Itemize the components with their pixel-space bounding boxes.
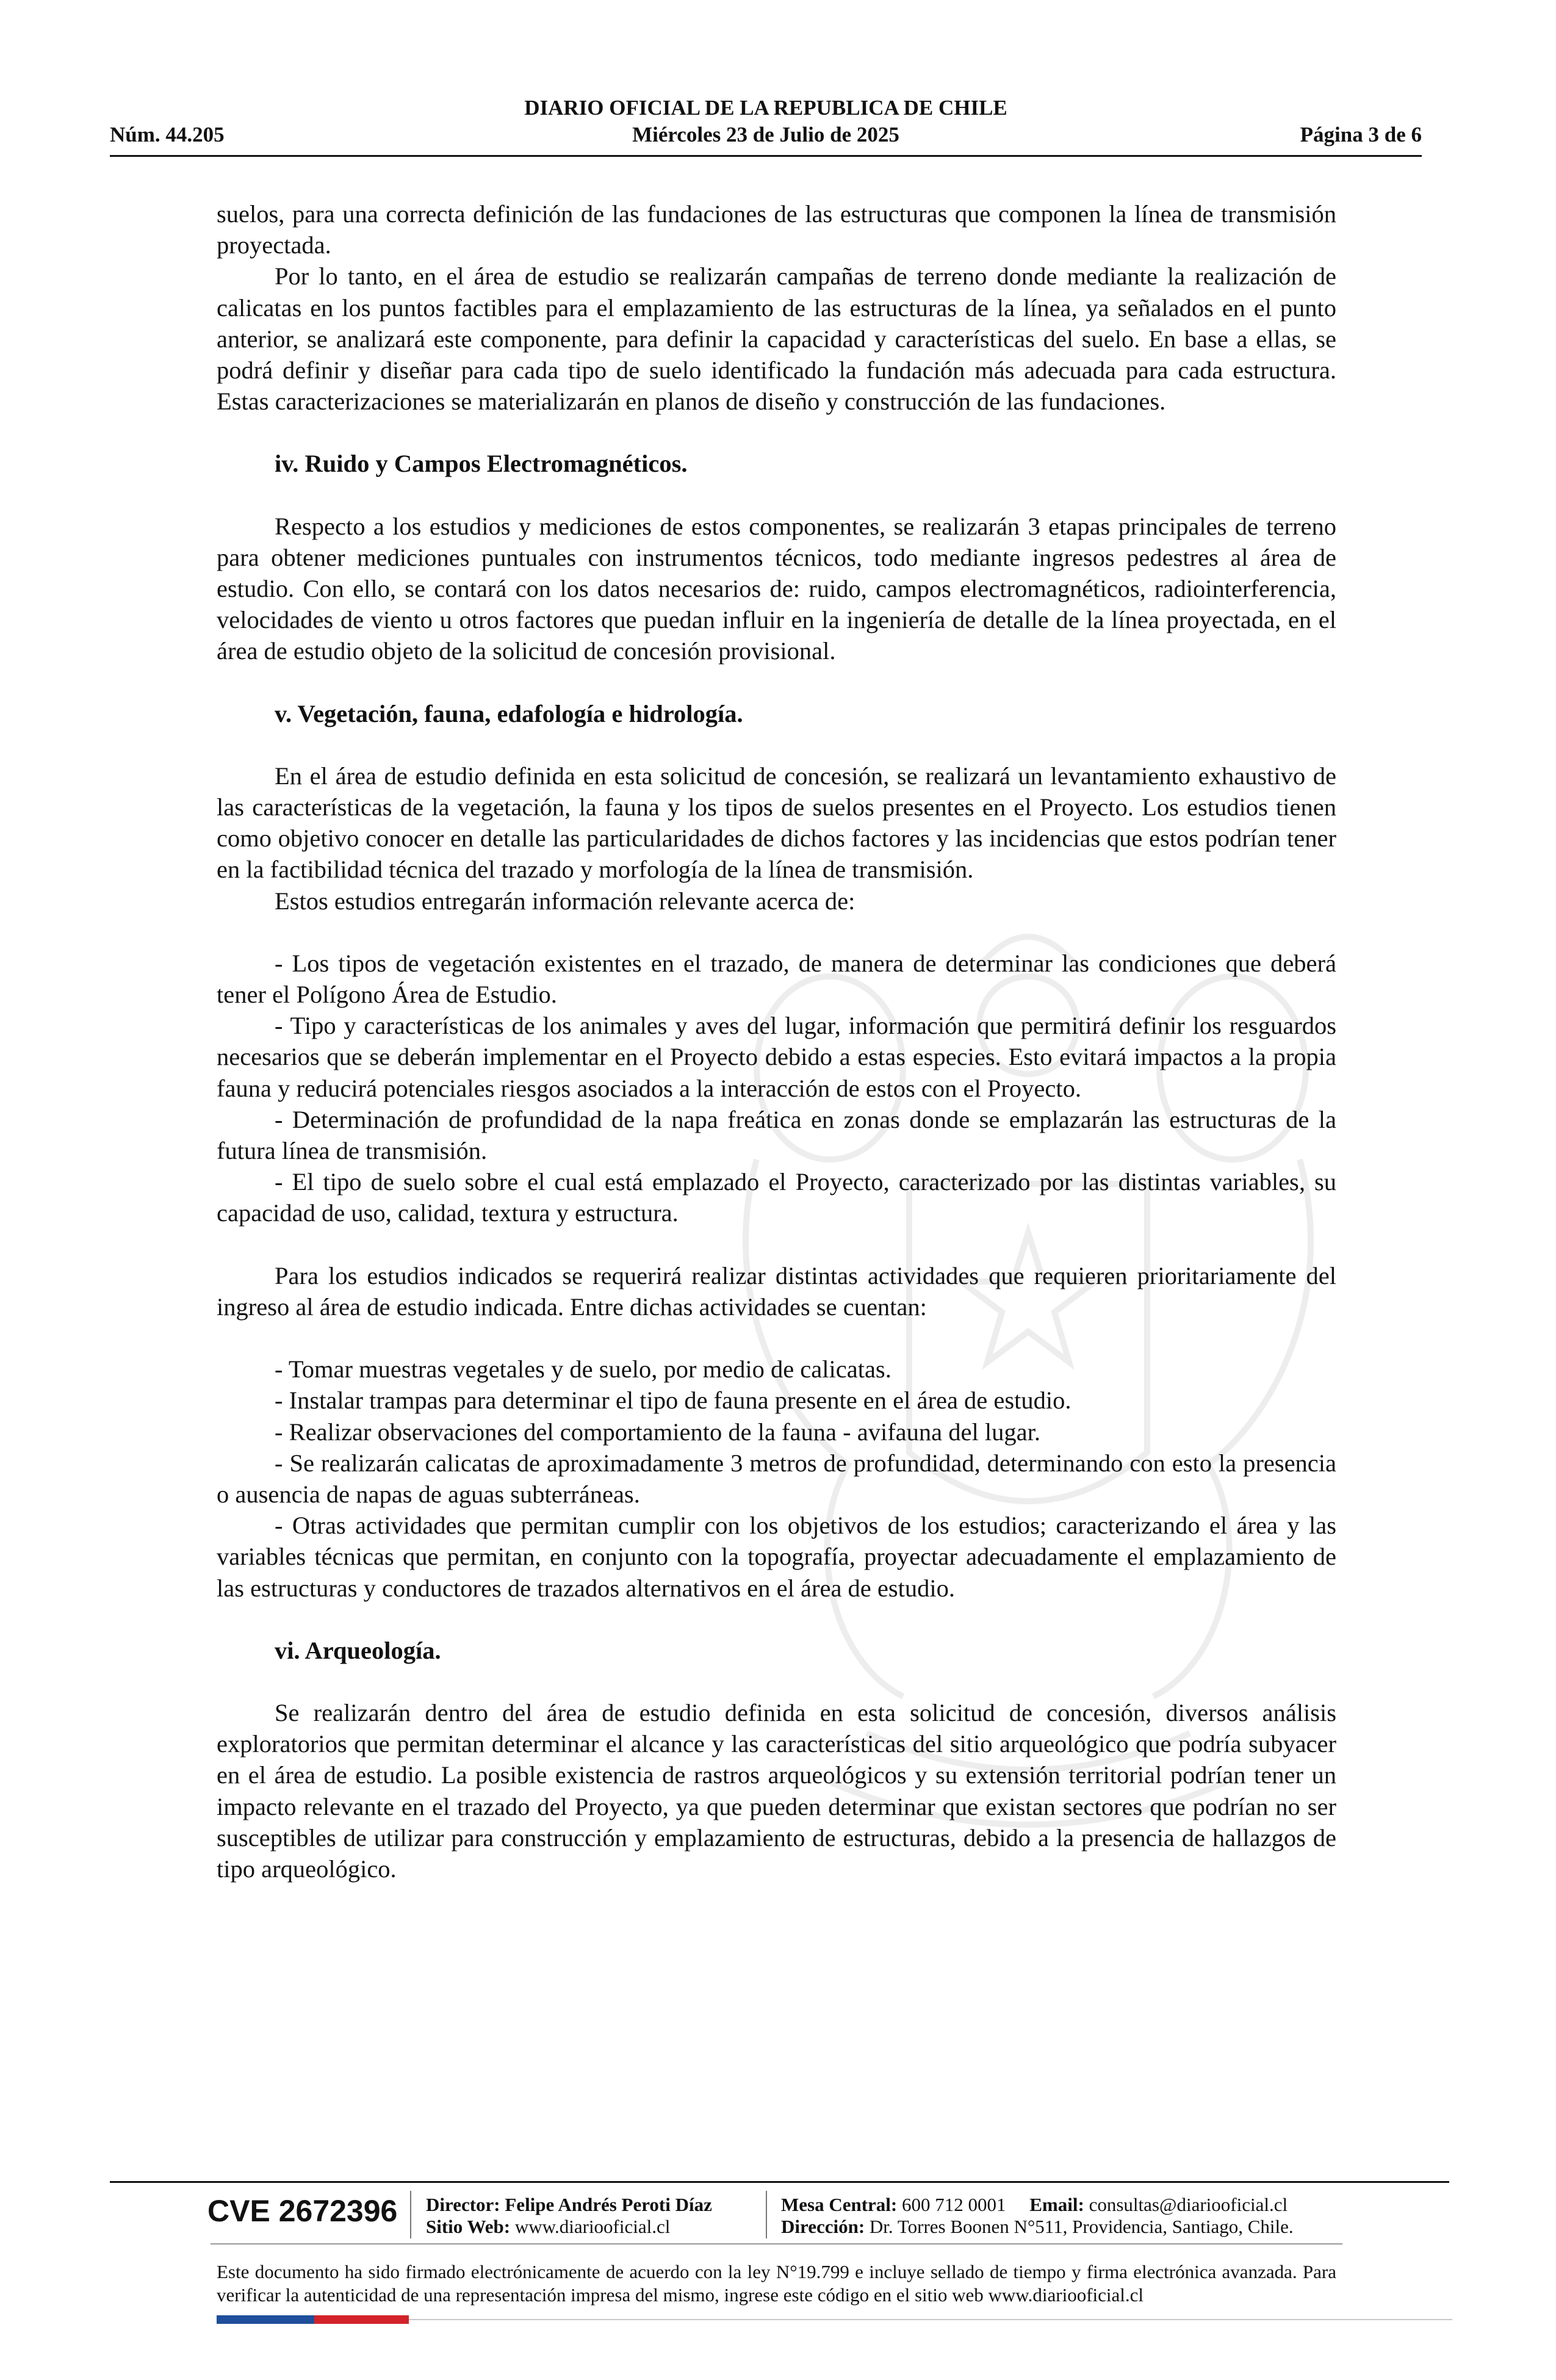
footer-separator xyxy=(766,2191,767,2238)
list-item: - Tipo y características de los animales y aves del lugar, información que permitirá definir los resguardos necesarios que se deberán implementar en el Proyecto debido a estas especies. Esto evitará impactos a la propia fauna y reducirá potenciales riesgos asociados a la interacción de estos con el Proyecto. xyxy=(217,1012,1336,1102)
document-body xyxy=(217,198,1336,1884)
contact-line xyxy=(781,2194,1288,2216)
list-item: - Se realizarán calicatas de aproximadamente 3 metros de profundidad, determinando con esto la presencia o ausencia de napas de aguas subterráneas. xyxy=(217,1449,1336,1508)
legal-notice: Este documento ha sido firmado electrónicamente de acuerdo con la ley N°19.799 e incluye sellado de tiempo y firma electrónica avanzada. Para verificar la autenticidad de una representación impresa del mismo, ingrese este código en el sitio web www.diariooficial.cl xyxy=(217,2261,1336,2306)
director-line xyxy=(426,2194,712,2216)
list-item: - Tomar muestras vegetales y de suelo, por medio de calicatas. xyxy=(275,1355,891,1383)
section-heading-v: v. Vegetación, fauna, edafología e hidrología. xyxy=(275,699,743,727)
page-number: Página 3 de 6 xyxy=(1300,123,1422,146)
email-label: Email: xyxy=(1029,2194,1084,2215)
issue-number: Núm. 44.205 xyxy=(110,123,225,146)
address-label: Dirección: xyxy=(781,2216,865,2237)
mesa-value: 600 712 0001 xyxy=(902,2194,1006,2215)
paragraph: Respecto a los estudios y mediciones de estos componentes, se realizarán 3 etapas principales de terreno para obtener mediciones puntuales con instrumentos técnicos, todo mediante ingresos pedestres al área de estudio. Con ello, se contará con los datos necesarios de: ruido, campos electromagnéticos, radiointerferencia, velocidades de viento u otros factores que puedan influir en la ingeniería de detalle de la línea proyectada, en el área de estudio objeto de la solicitud de concesión provisional. xyxy=(217,512,1336,665)
paragraph: Para los estudios indicados se requerirá realizar distintas actividades que requieren prioritariamente del ingreso al área de estudio indicada. Entre dichas actividades se cuentan: xyxy=(217,1261,1336,1321)
chile-flag-stripe xyxy=(217,2315,409,2324)
section-heading-vi: vi. Arqueología. xyxy=(275,1636,441,1664)
email-link[interactable]: consultas@diariooficial.cl xyxy=(1089,2194,1288,2215)
list-item: - Los tipos de vegetación existentes en el trazado, de manera de determinar las condiciones que deberá tener el Polígono Área de Estudio. xyxy=(217,949,1336,1009)
issue-date: Miércoles 23 de Julio de 2025 xyxy=(632,123,899,146)
paragraph: Estos estudios entregarán información relevante acerca de: xyxy=(275,887,855,915)
paragraph: En el área de estudio definida en esta solicitud de concesión, se realizará un levantamiento exhaustivo de las características de la vegetación, la fauna y los tipos de suelos presentes en el Proyecto. Los estudios tienen como objetivo conocer en detalle las particularidades de dichos factores y las incidencias que estos podrían tener en la factibilidad técnica del trazado y morfología de la línea de transmisión. xyxy=(217,762,1336,884)
list-item: - Instalar trampas para determinar el tipo de fauna presente en el área de estudio. xyxy=(275,1387,1072,1415)
list-item: - El tipo de suelo sobre el cual está emplazado el Proyecto, caracterizado por las distintas variables, su capacidad de uso, calidad, textura y estructura. xyxy=(217,1168,1336,1227)
footer-divider-secondary xyxy=(211,2243,1342,2245)
footer-divider xyxy=(110,2181,1449,2183)
director-value: Felipe Andrés Peroti Díaz xyxy=(505,2194,712,2215)
address-line xyxy=(781,2216,1294,2238)
paragraph: Por lo tanto, en el área de estudio se realizarán campañas de terreno donde mediante la realización de calicatas en los puntos factibles para el emplazamiento de las estructuras de la línea, ya señalados en el punto anterior, se analizará este componente, para definir la capacidad y características del suelo. En base a ellas, se podrá definir y diseñar para cada tipo de suelo identificado la fundación más adecuada para cada estructura. Estas caracterizaciones se materializarán en planos de diseño y construcción de las fundaciones. xyxy=(217,262,1336,416)
paragraph: Se realizarán dentro del área de estudio definida en esta solicitud de concesión, diversos análisis exploratorios que permitan determinar el alcance y las características del sitio arqueológico que podría subyacer en el área de estudio. La posible existencia de rastros arqueológicos y su extensión territorial podrían tener un impacto relevante en el trazado del Proyecto, ya que pueden determinar que existan sectores que podrían no ser susceptibles de utilizar para construcción y emplazamiento de estructuras, debido a la presencia de hallazgos de tipo arqueológico. xyxy=(217,1698,1336,1883)
publication-title: DIARIO OFICIAL DE LA REPUBLICA DE CHILE xyxy=(524,96,1007,120)
cve-code: CVE 2672396 xyxy=(207,2194,398,2228)
page-header xyxy=(110,95,1422,156)
list-item: - Otras actividades que permitan cumplir con los objetivos de los estudios; caracterizando el área y las variables técnicas que permitan, en conjunto con la topografía, proyectar adecuadamente el emplazamiento de las estructuras y conductores de trazados alternativos en el área de estudio. xyxy=(217,1512,1336,1602)
website-label: Sitio Web: xyxy=(426,2216,511,2237)
address-value: Dr. Torres Boonen N°511, Providencia, Santiago, Chile. xyxy=(869,2216,1294,2237)
footer-bottom-rule xyxy=(409,2319,1452,2320)
header-divider xyxy=(110,155,1422,157)
footer-separator xyxy=(410,2191,411,2238)
section-heading-iv: iv. Ruido y Campos Electromagnéticos. xyxy=(275,450,688,478)
paragraph: suelos, para una correcta definición de las fundaciones de las estructuras que componen la línea de transmisión proyectada. xyxy=(217,200,1336,259)
website-link[interactable]: www.diariooficial.cl xyxy=(514,2216,671,2237)
flag-blue-segment xyxy=(217,2315,314,2324)
list-item: - Determinación de profundidad de la napa freática en zonas donde se emplazarán las estructuras de la futura línea de transmisión. xyxy=(217,1105,1336,1165)
director-label: Director: xyxy=(426,2194,500,2215)
website-line xyxy=(426,2216,670,2238)
mesa-label: Mesa Central: xyxy=(781,2194,898,2215)
flag-red-segment xyxy=(314,2315,409,2324)
list-item: - Realizar observaciones del comportamiento de la fauna - avifauna del lugar. xyxy=(275,1418,1040,1446)
